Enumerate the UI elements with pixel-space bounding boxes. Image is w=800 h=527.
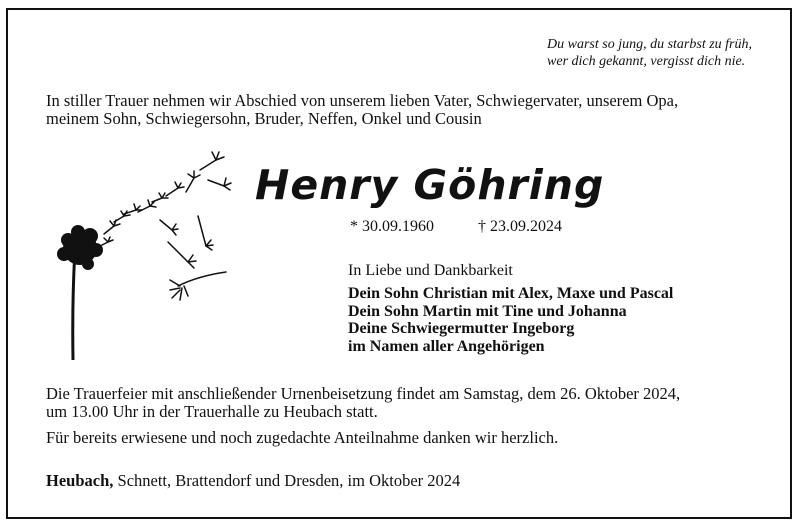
funeral-line-2: um 13.00 Uhr in der Trauerhalle zu Heubach statt.	[46, 402, 378, 421]
intro-line-2: meinem Sohn, Schwiegersohn, Bruder, Neffen, Onkel und Cousin	[46, 109, 482, 128]
place-rest: Schnett, Brattendorf und Dresden, im Oktober 2024	[113, 471, 461, 490]
quote-line-2: wer dich gekannt, vergisst dich nie.	[547, 54, 746, 69]
place-date-line	[46, 471, 460, 491]
gratitude-text: Für bereits erwiesene und noch zugedachte Anteilnahme danken wir herzlich.	[46, 428, 559, 447]
mourner-line: Dein Sohn Martin mit Tine und Johanna	[348, 302, 627, 320]
mourners-list	[348, 285, 673, 355]
deceased-name: Henry Göhring	[255, 161, 605, 209]
mourner-line: Deine Schwiegermutter Ingeborg	[348, 320, 575, 337]
quote-line-1: Du warst so jung, du starbst zu früh,	[547, 37, 752, 52]
memorial-quote	[547, 36, 752, 70]
intro-text	[46, 92, 766, 128]
death-date: † 23.09.2024	[478, 218, 562, 235]
place-town: Heubach,	[46, 471, 114, 490]
birth-date: * 30.09.1960	[350, 218, 434, 235]
mourners-label: In Liebe und Dankbarkeit	[348, 262, 513, 279]
mourner-line: Dein Sohn Christian mit Alex, Maxe und Pascal	[348, 285, 674, 302]
funeral-info	[46, 385, 766, 421]
mourner-line: im Namen aller Angehörigen	[348, 337, 545, 355]
funeral-line-1: Die Trauerfeier mit anschließender Urnenbeisetzung findet am Samstag, dem 26. Oktober 2024,	[46, 384, 681, 403]
intro-line-1: In stiller Trauer nehmen wir Abschied von unserem lieben Vater, Schwiegervater, unserem Opa,	[46, 91, 679, 110]
dandelion-icon	[48, 150, 238, 362]
